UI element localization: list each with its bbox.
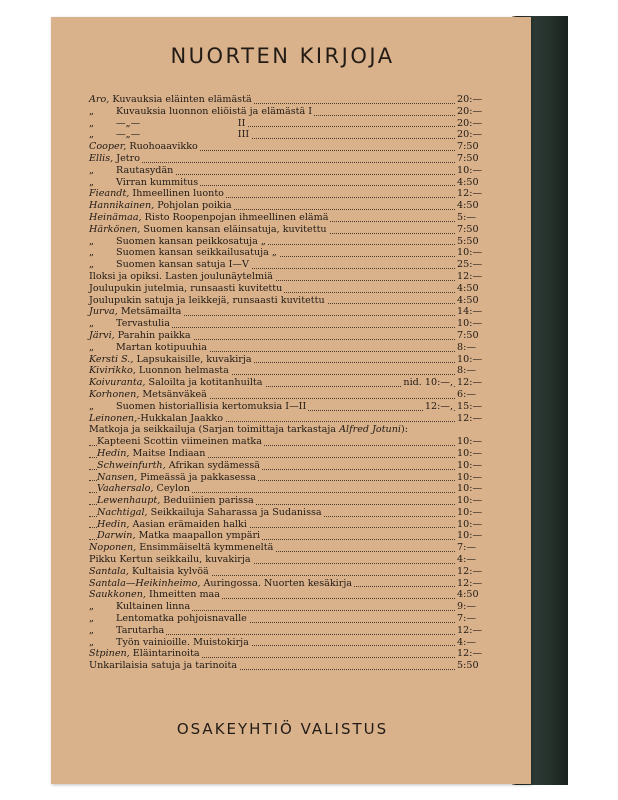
book-title: Aasian erämaiden halki: [129, 518, 247, 530]
book-price: 20:—: [457, 117, 483, 129]
book-row: [89, 637, 505, 649]
book-price: 8:—: [457, 341, 476, 353]
book-title: Virran kummitus: [113, 176, 199, 188]
book-title: Saloilta ja kotitanhuilta: [145, 377, 263, 389]
book-row: [89, 236, 505, 248]
book-price: 4:—: [457, 554, 476, 566]
book-title: Kultaisia kylvöä: [128, 565, 209, 577]
book-author: Järvi,: [89, 329, 115, 341]
book-row: [89, 188, 505, 200]
book-row: [89, 448, 505, 460]
book-row: [89, 507, 505, 519]
book-entry: [89, 141, 200, 153]
book-author: „: [89, 117, 94, 129]
book-price: 5:50: [457, 660, 479, 672]
book-entry: [89, 177, 200, 189]
book-title: Kuvauksia eläinten elämästä: [109, 94, 252, 105]
book-title: Kuvauksia luonnon eliöistä ja elämästä I: [113, 105, 313, 117]
book-price: 9:—: [457, 601, 476, 613]
page-title: NUORTEN KIRJOJA: [170, 44, 395, 68]
book-row: [89, 330, 505, 342]
book-entry: [89, 129, 251, 141]
book-author: „: [89, 341, 94, 353]
book-author: Jurva,: [89, 306, 118, 318]
book-price: 20:—: [457, 94, 483, 105]
book-author: Nansen,: [97, 471, 138, 483]
book-entry: [89, 188, 226, 200]
book-author: „: [89, 624, 94, 636]
book-title: Kapteeni Scottin viimeinen matka: [97, 436, 262, 448]
book-entry: [89, 224, 329, 236]
book-author: Koivuranta,: [89, 377, 146, 389]
book-price: 5:50: [457, 235, 479, 247]
book-price: 4:50: [457, 282, 479, 294]
book-title: Jetro: [113, 152, 140, 164]
book-row: [89, 625, 505, 637]
book-title: Kultainen linna: [113, 601, 191, 613]
book-price: 7:50: [457, 152, 479, 164]
book-author: Härkönen,: [89, 223, 141, 235]
book-title: Ceylon: [153, 483, 190, 495]
book-author: Hedin,: [97, 518, 130, 530]
alt-price: 12:—,: [424, 400, 453, 412]
alt-price: nid. 10:—,: [403, 377, 453, 389]
book-title: —„— III: [113, 129, 250, 141]
book-row: [89, 283, 505, 295]
book-entry: [89, 377, 265, 389]
book-entry: [89, 648, 202, 660]
book-row: [89, 354, 505, 366]
book-row: [89, 589, 505, 601]
book-price: 10:—: [457, 506, 483, 518]
book-entry: [89, 601, 192, 613]
book-price: 10:—: [457, 353, 483, 365]
book-price: 7:—: [457, 542, 476, 554]
book-title: Seikkailuja Saharassa ja Sudanissa: [147, 506, 322, 518]
book-author: „: [89, 636, 94, 648]
book-row: [89, 424, 505, 436]
book-entry: [89, 212, 330, 224]
book-title: —„— II: [113, 117, 246, 129]
book-row: [89, 519, 505, 531]
book-author: „: [89, 400, 94, 412]
book-entry: [89, 637, 251, 649]
book-price: 4:—: [457, 636, 476, 648]
book-entry: [89, 106, 314, 118]
book-title: Suomen kansan peikkosatuja „: [113, 235, 266, 247]
book-entry: [89, 94, 254, 106]
book-price: 8:—: [457, 365, 476, 377]
series-editor: Alfred Jotuni: [339, 424, 401, 436]
book-author: Darwin,: [97, 530, 136, 542]
book-entry: [89, 613, 249, 625]
book-title: Ihmeitten maa: [145, 589, 220, 601]
book-row: [89, 106, 505, 118]
book-entry: [89, 625, 166, 637]
book-author: Leinonen,: [89, 412, 138, 424]
book-price: 25:—: [457, 259, 483, 271]
book-author: Vaahersalo,: [97, 483, 154, 495]
book-price: 4:50: [457, 200, 479, 212]
book-title: Ensimmäiseltä kymmeneltä: [136, 542, 274, 554]
book-entry: [89, 236, 268, 248]
book-author: Heinämaa,: [89, 211, 142, 223]
book-author: Kersti S.,: [89, 353, 134, 365]
book-title: Lapsukaisille, kuvakirja: [133, 353, 252, 365]
book-row: [89, 542, 505, 554]
book-price: 12:—: [457, 577, 483, 589]
book-entry: [89, 153, 142, 165]
book-row: [89, 295, 505, 307]
book-author: „: [89, 105, 94, 117]
book-entry: [89, 200, 234, 212]
book-entry: [89, 542, 275, 554]
book-price: 14:—: [457, 306, 483, 318]
book-author: Lewenhaupt,: [97, 495, 161, 507]
book-title: Lentomatka pohjoisnavalle: [113, 613, 247, 625]
book-author: Santala,: [89, 565, 129, 577]
book-title: Joulupukin jutelmia, runsaasti kuvitettu: [89, 282, 283, 294]
book-entry: [97, 436, 264, 448]
book-price: 7:—: [457, 613, 476, 625]
book-author: Ellis,: [89, 152, 114, 164]
book-price: 20:—: [457, 105, 483, 117]
book-row: [89, 413, 505, 425]
book-author: Schweinfurth,: [97, 459, 166, 471]
book-row: [89, 377, 505, 389]
book-author: „: [89, 318, 94, 330]
book-title: Työn vainioille. Muistokirja: [113, 636, 249, 648]
book-price: 12:—: [457, 377, 483, 389]
book-author: Nachtigal,: [97, 506, 148, 518]
book-row: [89, 224, 505, 236]
book-author: „: [89, 613, 94, 625]
book-row: [89, 177, 505, 189]
book-title: Metsänväkeä: [139, 388, 207, 400]
book-price: 15:—: [457, 400, 483, 412]
book-price: 6:—: [457, 388, 476, 400]
book-price: 4:50: [457, 176, 479, 188]
book-entry: [89, 318, 172, 330]
book-title: Suomen kansan seikkailusatuja „: [113, 247, 277, 259]
book-title: Luonnon helmasta: [135, 365, 229, 377]
book-author: Korhonen,: [89, 388, 140, 400]
book-row: [89, 389, 505, 401]
book-title: Tarutarha: [113, 624, 165, 636]
book-row: [89, 660, 505, 672]
book-author: Stpinen,: [89, 648, 130, 660]
book-author: Hedin,: [97, 447, 130, 459]
book-author: „: [89, 247, 94, 259]
book-entry: [89, 554, 253, 566]
book-price: 12:—: [457, 565, 483, 577]
book-entry: [89, 330, 193, 342]
book-row: [89, 153, 505, 165]
book-row: [89, 212, 505, 224]
book-title: Tervastulia: [113, 318, 170, 330]
dot-leader: [89, 162, 455, 163]
book-entry: [89, 660, 239, 672]
publisher-name: OSAKEYHTIÖ VALISTUS: [176, 720, 389, 738]
book-row: [89, 648, 505, 660]
book-row: [89, 247, 505, 259]
book-title: Maitse Indiaan: [129, 447, 206, 459]
book-title: Ruohoaavikko: [126, 141, 198, 153]
book-title: Martan kotipuuhia: [113, 341, 207, 353]
book-author: „: [89, 164, 94, 176]
book-entry: [89, 401, 308, 413]
book-author: Kivirikko,: [89, 365, 136, 377]
book-title: Suomen historiallisia kertomuksia I—II: [113, 400, 307, 412]
book-price: 10:—: [457, 459, 483, 471]
book-price: 10:—: [457, 471, 483, 483]
book-row: [89, 460, 505, 472]
book-entry: [89, 283, 284, 295]
book-author: Saukkonen,: [89, 589, 146, 601]
book-title: Suomen kansan satuja I—V: [113, 259, 249, 271]
book-title: Risto Roopenpojan ihmeellinen elämä: [141, 211, 329, 223]
book-author: Santala—Heikinheimo,: [89, 577, 201, 589]
book-price: 10:—: [457, 247, 483, 259]
book-row: [89, 601, 505, 613]
book-title: Joulupukin satuja ja leikkejä, runsaasti kuvitettu: [89, 294, 325, 306]
book-author: „: [89, 235, 94, 247]
book-row: [89, 165, 505, 177]
book-row: [89, 200, 505, 212]
book-entry: [97, 483, 192, 495]
book-title: Afrikan sydämessä: [165, 459, 260, 471]
book-entry: [89, 589, 222, 601]
book-price: 10:—: [457, 530, 483, 542]
book-price: 4:50: [457, 589, 479, 601]
book-title: Rautasydän: [113, 164, 174, 176]
book-entry: [89, 247, 279, 259]
book-row: [89, 129, 505, 141]
book-entry: [89, 389, 209, 401]
book-row: [89, 318, 505, 330]
book-title: Matkoja ja seikkailuja (Sarjan toimittaja tarkastaja: [89, 424, 340, 436]
book-price: 7:50: [457, 329, 479, 341]
book-entry: [89, 365, 231, 377]
book-title: -Hukkalan Jaakko: [137, 412, 223, 424]
book-entry: [89, 424, 410, 436]
book-entry: [89, 118, 247, 130]
book-row: [89, 554, 505, 566]
book-title: Pimeässä ja pakkasessa: [137, 471, 256, 483]
book-row: [89, 342, 505, 354]
book-row: [89, 483, 505, 495]
book-entry: [89, 354, 254, 366]
book-price: 5:—: [457, 211, 476, 223]
book-entry: [97, 519, 249, 531]
book-row: [89, 365, 505, 377]
book-row: [89, 578, 505, 590]
book-price: 12:—: [457, 624, 483, 636]
book-row: [89, 118, 505, 130]
book-price: 12:—: [457, 188, 483, 200]
book-row: [89, 472, 505, 484]
book-price: 4:50: [457, 294, 479, 306]
book-title: Pohjolan poikia: [154, 200, 232, 212]
book-title: Parahin paikka: [114, 329, 191, 341]
book-price: 10:—: [457, 164, 483, 176]
book-price: 10:—: [457, 483, 483, 495]
book-price: 7:50: [457, 223, 479, 235]
book-entry: [97, 472, 258, 484]
book-price: 10:—: [457, 518, 483, 530]
book-entry: [97, 530, 262, 542]
book-title: Matka maapallon ympäri: [135, 530, 261, 542]
book-row: [89, 141, 505, 153]
book-author: Hannikainen,: [89, 200, 155, 212]
book-entry: [89, 259, 251, 271]
book-author: „: [89, 176, 94, 188]
book-price: 12:—: [457, 270, 483, 282]
book-author: Aro,: [89, 94, 110, 105]
book-title: Beduiinien parissa: [160, 495, 254, 507]
book-title: Metsämailta: [117, 306, 182, 318]
book-price: 10:—: [457, 447, 483, 459]
book-row: [89, 259, 505, 271]
book-entry: [89, 271, 275, 283]
book-row: [89, 436, 505, 448]
book-author: „: [89, 601, 94, 613]
book-price: 10:—: [457, 495, 483, 507]
book-title: Unkarilaisia satuja ja tarinoita: [89, 660, 238, 672]
book-row: [89, 401, 505, 413]
book-entry: [89, 306, 183, 318]
book-price: 12:—: [457, 648, 483, 660]
book-price: 20:—: [457, 129, 483, 141]
book-price: 12:—: [457, 412, 483, 424]
book-entry: [89, 342, 209, 354]
book-price: 10:—: [457, 436, 483, 448]
book-title: Suomen kansan eläinsatuja, kuvitettu: [140, 223, 327, 235]
book-price: 10:—: [457, 318, 483, 330]
book-author: Cooper,: [89, 141, 127, 153]
book-price: 7:50: [457, 141, 479, 153]
book-entry: [97, 507, 324, 519]
book-row: [89, 613, 505, 625]
book-author: Noponen,: [89, 542, 137, 554]
book-row: [89, 271, 505, 283]
book-author: „: [89, 259, 94, 271]
book-row: [89, 306, 505, 318]
book-title: Ihmeellinen luonto: [129, 188, 224, 200]
book-row: [89, 94, 505, 106]
book-row: [89, 566, 505, 578]
book-entry: [97, 448, 207, 460]
book-author: „: [89, 129, 94, 141]
book-title: Iloksi ja opiksi. Lasten joulunäytelmiä: [89, 270, 273, 282]
series-end: ):: [400, 424, 408, 436]
book-row: [89, 530, 505, 542]
book-row: [89, 495, 505, 507]
book-entry: [89, 566, 211, 578]
book-entry: [89, 413, 225, 425]
book-list: [89, 94, 505, 672]
book-entry: [89, 578, 354, 590]
book-entry: [89, 295, 327, 307]
book-entry: [97, 495, 256, 507]
book-title: Auringossa. Nuorten kesäkirja: [200, 577, 353, 589]
book-author: Fieandt,: [89, 188, 130, 200]
book-entry: [89, 165, 175, 177]
book-title: Eläintarinoita: [129, 648, 200, 660]
book-entry: [97, 460, 262, 472]
book-title: Pikku Kertun seikkailu, kuvakirja: [89, 554, 251, 566]
